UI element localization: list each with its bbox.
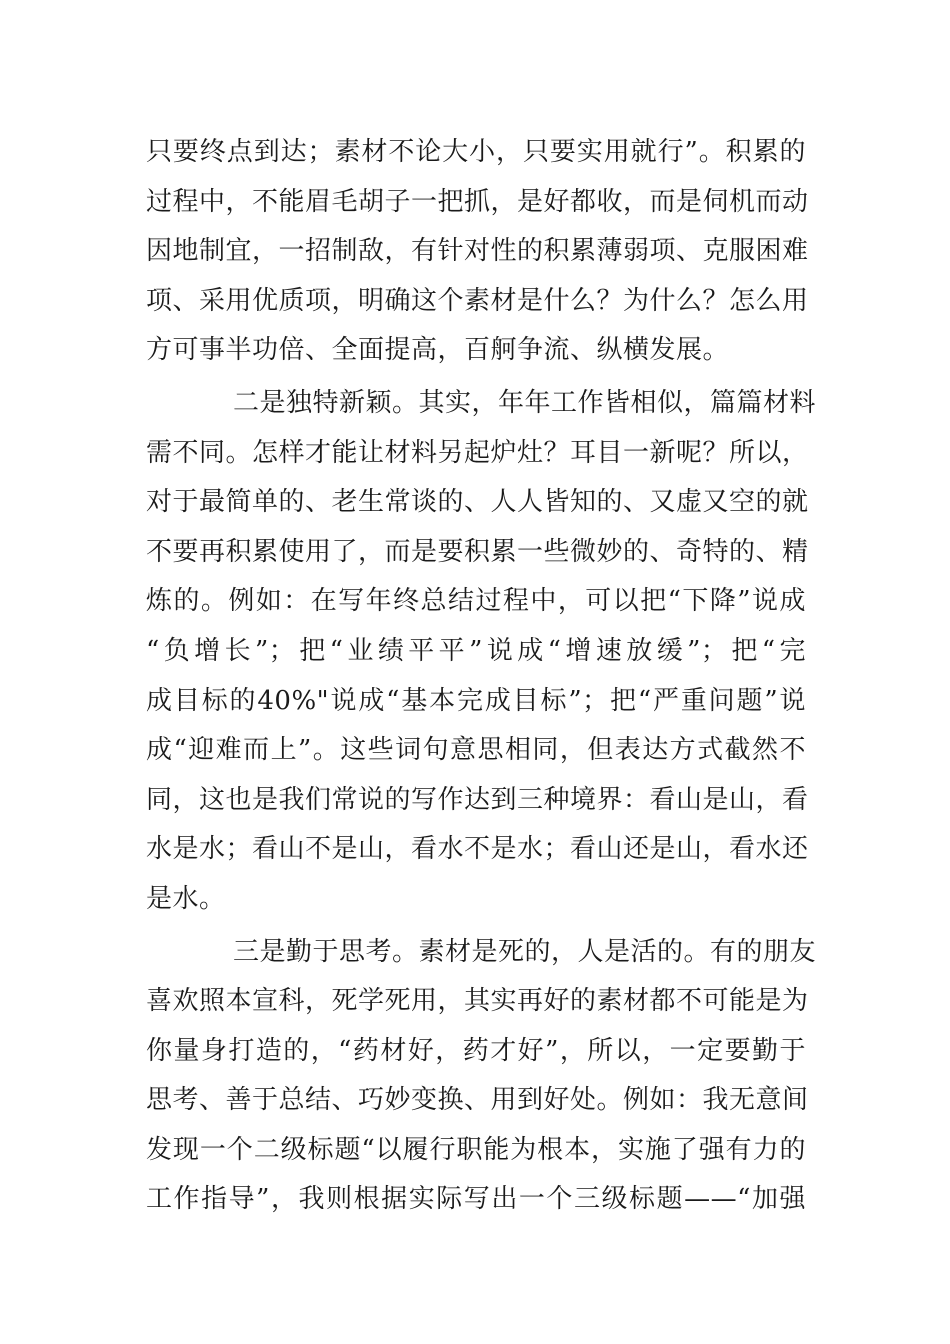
paragraph-3-line-6: 工作指导”，我则根据实际写出一个三级标题——“加强 [146, 1184, 806, 1215]
paragraph-1-line-2: 过程中，不能眉毛胡子一把抓，是好都收，而是伺机而动 [146, 186, 809, 217]
paragraph-1-line-5: 方可事半功倍、全面提高，百舸争流、纵横发展。 [146, 335, 730, 366]
paragraph-2-line-4: 不要再积累使用了，而是要积累一些微妙的、奇特的、精 [146, 536, 809, 567]
paragraph-1-line-4: 项、采用优质项，明确这个素材是什么？为什么？怎么用 [146, 285, 809, 316]
paragraph-2-line-3: 对于最简单的、老生常谈的、人人皆知的、又虚又空的就 [146, 487, 809, 518]
paragraph-2-line-1: 二是独特新颖。其实，年年工作皆相似，篇篇材料 [233, 387, 817, 418]
paragraph-3-line-2: 喜欢照本宣科，死学死用，其实再好的素材都不可能是为 [146, 986, 809, 1017]
paragraph-2-line-8: 成“迎难而上”。这些词句意思相同，但表达方式截然不 [146, 735, 806, 766]
document-body [146, 128, 817, 1225]
paragraph-2-line-10: 水是水；看山不是山，看水不是水；看山还是山，看水还 [146, 834, 809, 865]
paragraph-3-line-1: 三是勤于思考。素材是死的，人是活的。有的朋友 [233, 936, 817, 967]
paragraph-2-line-6: “负增长”；把“业绩平平”说成“增速放缓”；把“完 [146, 635, 806, 666]
paragraph-1-line-1: 只要终点到达；素材不论大小，只要实用就行”。积累的 [146, 137, 806, 167]
paragraph-3-line-4: 思考、善于总结、巧妙变换、用到好处。例如：我无意间 [146, 1085, 809, 1116]
paragraph-3-line-5: 发现一个二级标题“以履行职能为根本，实施了强有力的 [146, 1134, 806, 1165]
paragraph-1-line-3: 因地制宜，一招制敌，有针对性的积累薄弱项、克服困难 [146, 236, 809, 267]
paragraph-2-line-7: 成目标的40%"说成“基本完成目标”；把“严重问题”说 [146, 685, 806, 716]
paragraph-3-line-3: 你量身打造的，“药材好，药才好”，所以，一定要勤于 [146, 1035, 806, 1066]
paragraph-2-line-2: 需不同。怎样才能让材料另起炉灶？耳目一新呢？所以， [146, 437, 809, 468]
paragraph-2-line-5: 炼的。例如：在写年终总结过程中，可以把“下降”说成 [146, 586, 806, 617]
paragraph-2-line-9: 同，这也是我们常说的写作达到三种境界：看山是山，看 [146, 784, 809, 815]
paragraph-2-line-11: 是水。 [146, 883, 226, 914]
